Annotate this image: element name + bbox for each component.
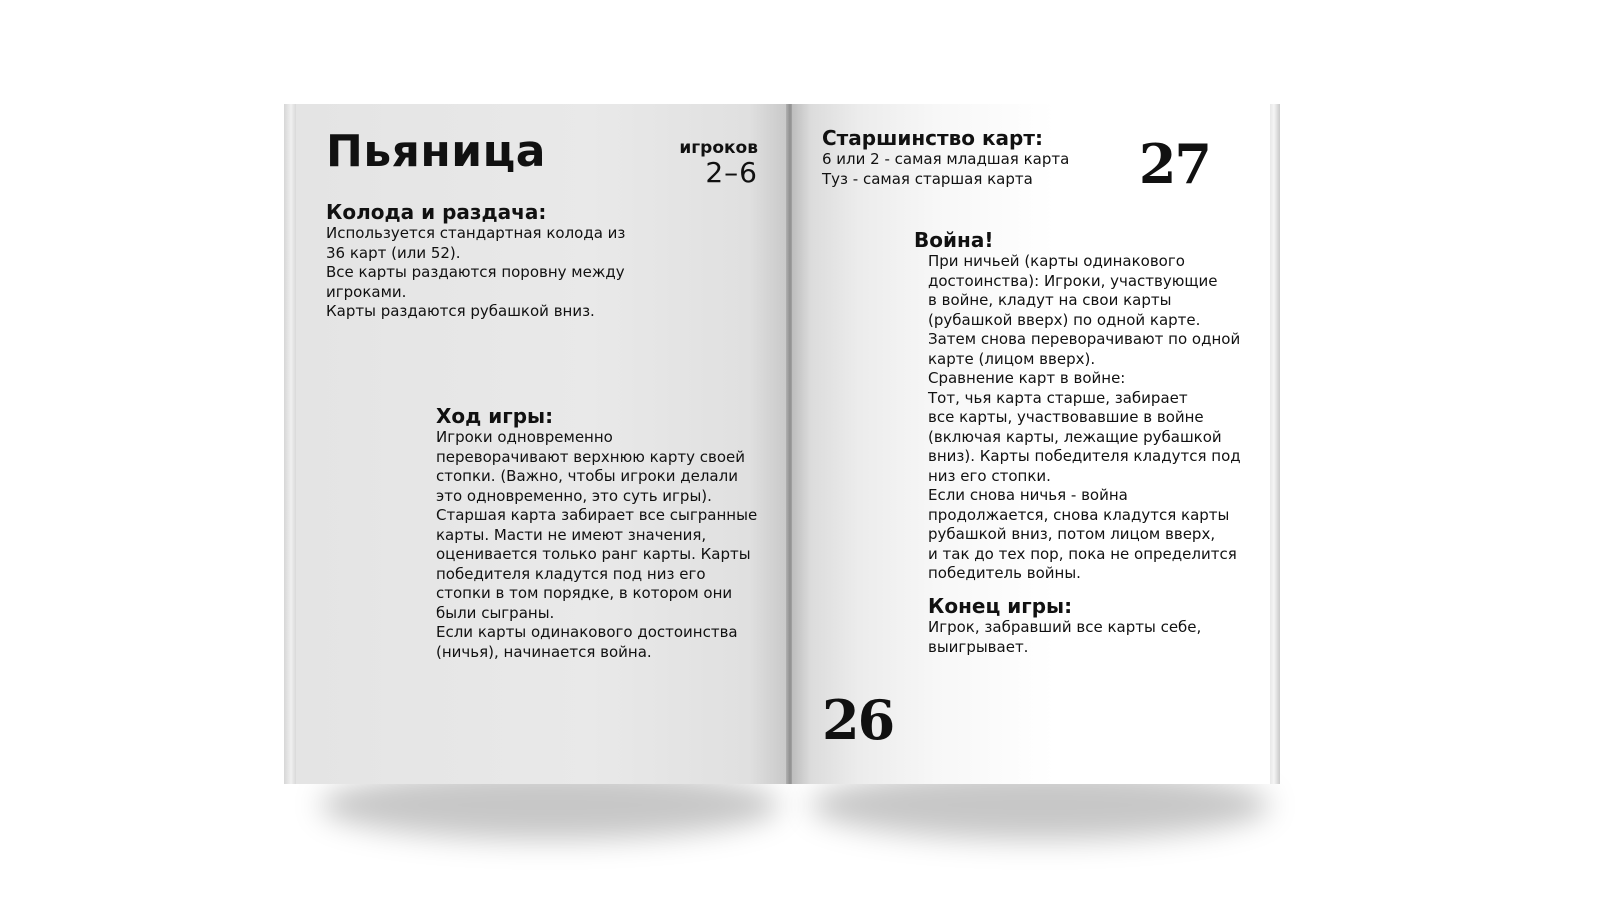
deck-section	[326, 200, 656, 322]
rank-text: 6 или 2 - самая младшая карта Туз - самая старшая карта	[822, 150, 1070, 188]
end-section	[928, 594, 1228, 657]
move-section	[436, 404, 776, 662]
deck-text: Используется стандартная колода из 36 карт (или 52). Все карты раздаются поровну между игроками. Карты раздаются рубашкой вниз.	[326, 224, 626, 320]
game-title: Пьяница	[326, 126, 546, 177]
end-heading: Конец игры:	[928, 594, 1073, 618]
page-number-right: 27	[1138, 132, 1210, 196]
players-count: 2–6	[705, 156, 758, 189]
players-label: игроков	[679, 138, 758, 158]
page-number-left: 26	[822, 688, 894, 752]
rank-heading: Старшинство карт:	[822, 126, 1043, 150]
end-text: Игрок, забравший все карты себе, выигрывает.	[928, 618, 1202, 656]
war-text: При ничьей (карты одинакового достоинства): Игроки, участвующие в войне, кладут на свои карты (рубашкой вверх) по одной карте. Затем снова переворачивают по одной карте (лицом вверх). Сравнение карт в войне: Тот, чья карта старше, забирает все карты, участвовавшие в войне (включая карты, лежащие рубашкой вниз). Карты победителя кладутся под низ его стопки. Если снова ничья - война продолжается, снова кладутся карты рубашкой вниз, потом лицом вверх, и так до тех пор, пока не определится победитель войны.	[928, 252, 1241, 582]
war-heading: Война!	[914, 228, 994, 252]
right-page	[792, 104, 1270, 784]
move-heading: Ход игры:	[436, 404, 554, 428]
war-section	[914, 228, 1244, 584]
rank-section	[822, 126, 1122, 189]
deck-heading: Колода и раздача:	[326, 200, 547, 224]
left-page	[296, 104, 788, 784]
move-text: Игроки одновременно переворачивают верхнюю карту своей стопки. (Важно, чтобы игроки делали это одновременно, это суть игры). Старшая карта забирает все сыгранные карты. Масти не имеют значения, оценивается только ранг карты. Карты победителя кладутся под низ его стопки в том порядке, в котором они были сыграны. Если карты одинакового достоинства (ничья), начинается война.	[436, 428, 758, 661]
